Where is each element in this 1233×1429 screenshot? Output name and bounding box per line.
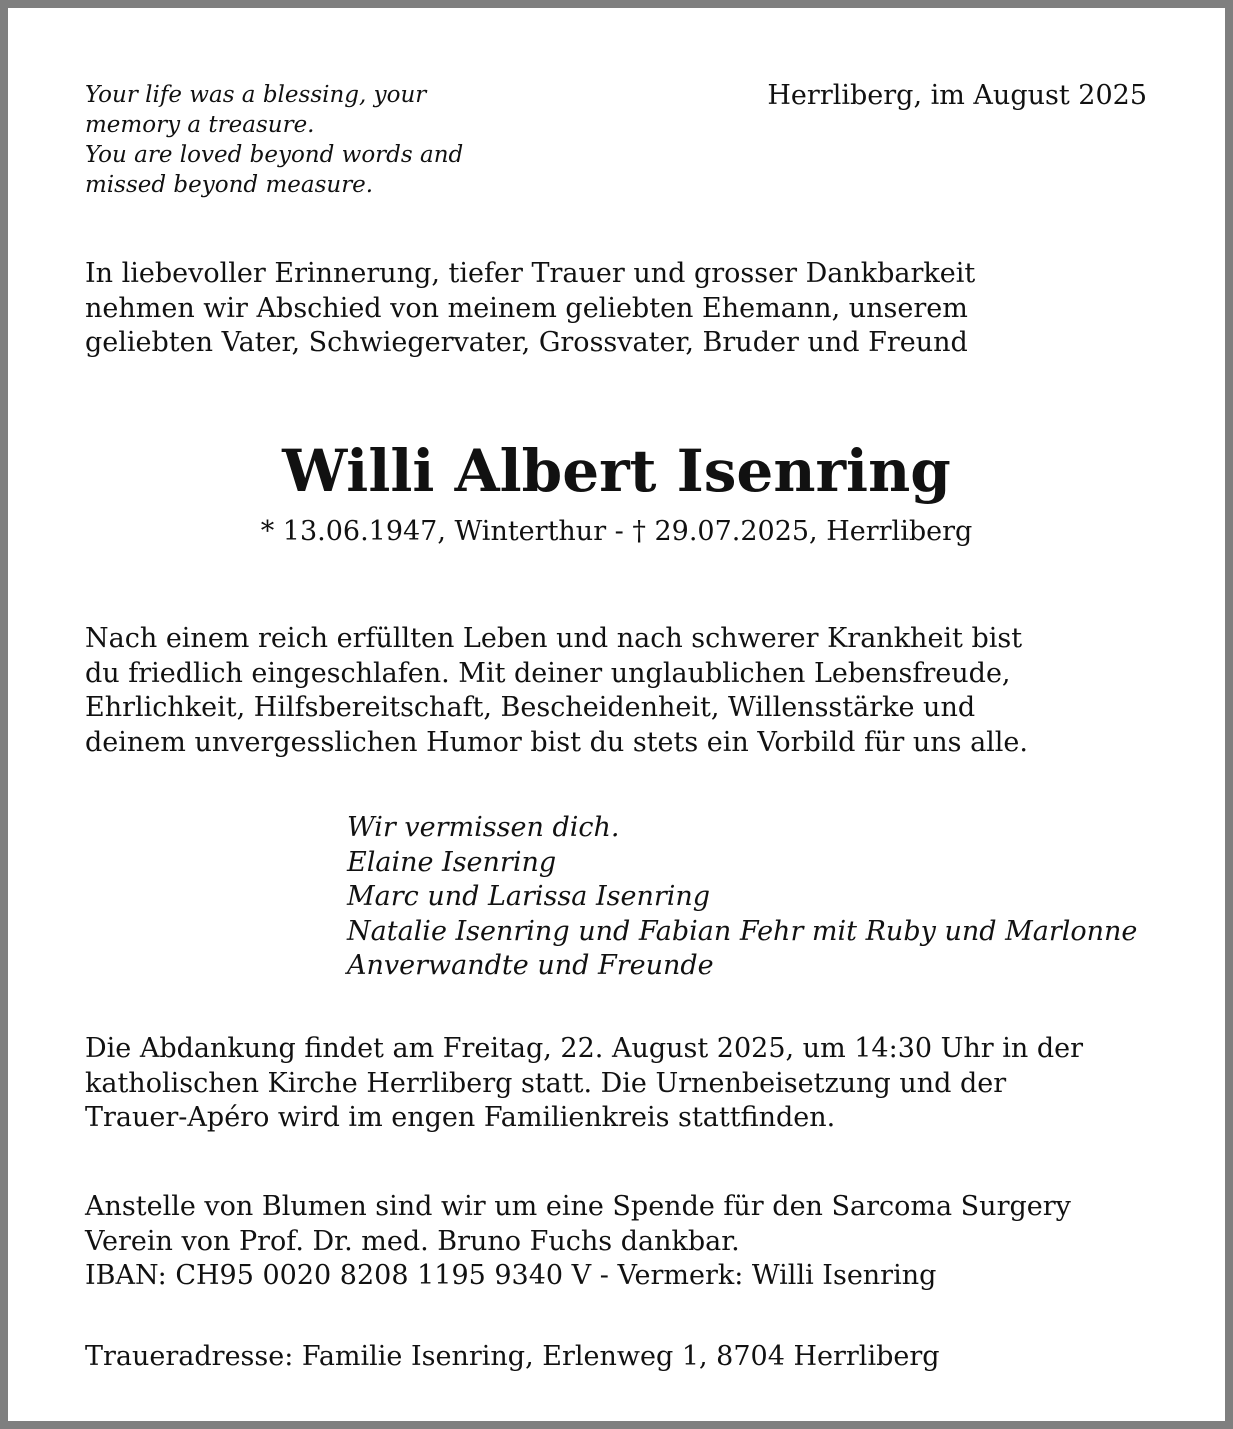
iban-line: IBAN: CH95 0020 8208 1195 9340 V - Vermerk: Willi Isenring <box>85 1260 937 1291</box>
family-line: Elaine Isenring <box>347 846 557 878</box>
intro-paragraph <box>85 257 975 361</box>
eulogy-line: deinem unvergesslichen Humor bist du stets ein Vorbild für uns alle. <box>85 726 1028 758</box>
service-line: Trauer-Apéro wird im engen Familienkreis stattfinden. <box>85 1102 836 1133</box>
intro-line: geliebten Vater, Schwiegervater, Grossvater, Bruder und Freund <box>85 327 968 358</box>
family-line: Marc und Larissa Isenring <box>347 881 711 912</box>
place-date: Herrliberg, im August 2025 <box>767 80 1147 111</box>
eulogy-paragraph <box>85 622 1028 760</box>
service-line: Die Abdankung findet am Freitag, 22. August 2025, um 14:30 Uhr in der <box>85 1033 1084 1064</box>
donation-paragraph <box>85 1190 1071 1294</box>
motto-line: Your life was a blessing, your <box>85 82 427 108</box>
motto-quote <box>85 80 515 200</box>
deceased-name: Willi Albert Isenring <box>282 437 951 505</box>
intro-line: In liebevoller Erinnerung, tiefer Trauer und grosser Dankbarkeit <box>85 258 976 289</box>
eulogy-line: Nach einem reich erfüllten Leben und nach schwerer Krankheit bist <box>85 623 1023 654</box>
mourning-address: Traueradresse: Familie Isenring, Erlenweg 1, 8704 Herrliberg <box>85 1341 940 1372</box>
motto-line: memory a treasure. <box>85 112 315 138</box>
service-line: katholischen Kirche Herrliberg statt. Die Urnenbeisetzung und der <box>85 1067 1007 1099</box>
family-line: Wir vermissen dich. <box>347 812 620 843</box>
donation-line: Verein von Prof. Dr. med. Bruno Fuchs dankbar. <box>85 1225 740 1257</box>
motto-line: You are loved beyond words and <box>85 142 464 168</box>
life-dates: * 13.06.1947, Winterthur - † 29.07.2025, Herrliberg <box>260 516 973 547</box>
eulogy-line: Ehrlichkeit, Hilfsbereitschaft, Bescheidenheit, Willensstärke und <box>85 692 976 723</box>
obituary-page <box>8 8 1225 1421</box>
family-signatures <box>347 811 1137 984</box>
family-line: Anverwandte und Freunde <box>347 950 714 981</box>
donation-line: Anstelle von Blumen sind wir um eine Spende für den Sarcoma Surgery <box>85 1191 1071 1222</box>
eulogy-line: du friedlich eingeschlafen. Mit deiner unglaublichen Lebensfreude, <box>85 657 1011 689</box>
family-line: Natalie Isenring und Fabian Fehr mit Ruby und Marlonne <box>347 915 1138 947</box>
motto-line: missed beyond measure. <box>85 172 374 198</box>
intro-line: nehmen wir Abschied von meinem geliebten Ehemann, unserem <box>85 292 968 324</box>
service-paragraph <box>85 1032 1083 1136</box>
